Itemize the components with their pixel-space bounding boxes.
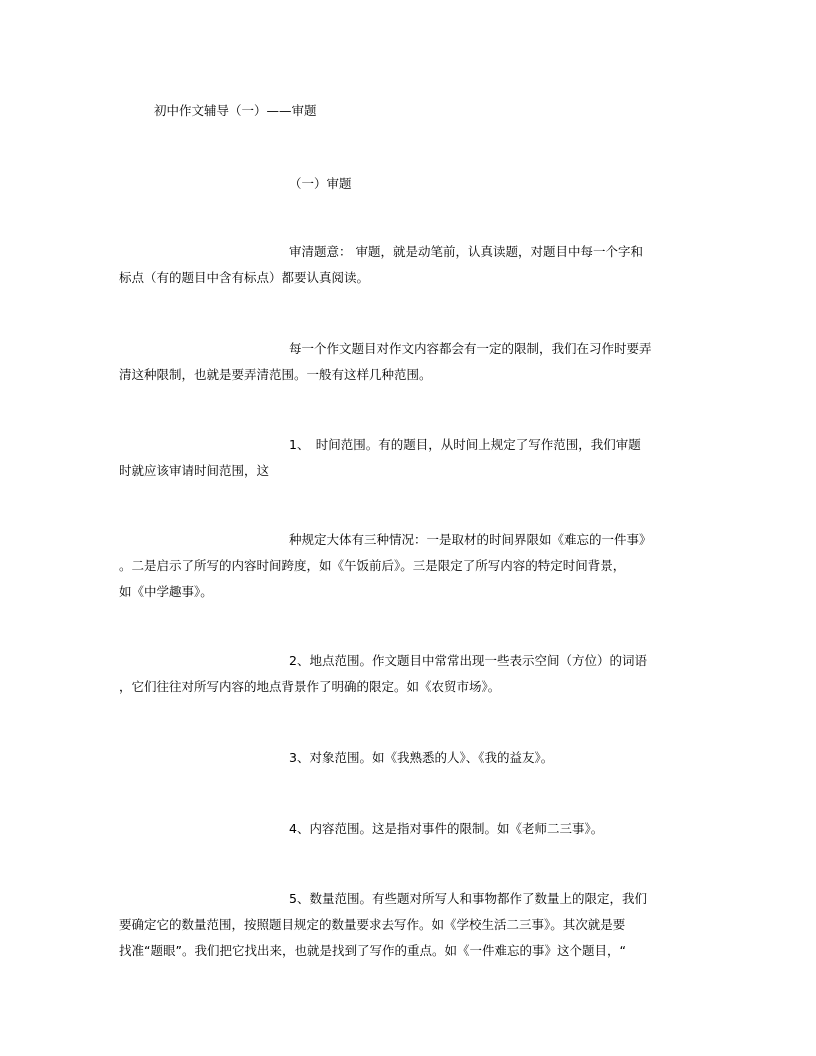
paragraph-time-range <box>119 432 699 484</box>
paragraph-line: 标点（有的题目中含有标点）都要认真阅读。 <box>119 270 370 285</box>
paragraph-line: 清这种限制，也就是要弄清范围。一般有这样几种范围。 <box>119 367 432 382</box>
paragraph-line: 种规定大体有三种情况：一是取材的时间界限如《难忘的一件事》 <box>289 532 652 547</box>
paragraph-line: 5、数量范围。有些题对所写人和事物都作了数量上的限定，我们 <box>289 891 647 906</box>
document-title: 初中作文辅导（一）——审题 <box>154 103 317 118</box>
paragraph-limits <box>119 336 699 388</box>
paragraph-line: 2、地点范围。作文题目中常常出现一些表示空间（方位）的词语 <box>289 653 647 668</box>
paragraph-line: ，它们往往对所写内容的地点背景作了明确的限定。如《农贸市场》。 <box>119 679 501 694</box>
section-heading: （一）审题 <box>289 176 352 191</box>
paragraph-place-range <box>119 648 699 700</box>
paragraph-content-range <box>119 816 699 842</box>
paragraph-line: 3、对象范围。如《我熟悉的人》、《我的益友》。 <box>289 750 554 765</box>
paragraph-line: 每一个作文题目对作文内容都会有一定的限制，我们在习作时要弄 <box>289 341 652 356</box>
paragraph-object-range <box>119 745 699 771</box>
paragraph-line: 时就应该审请时间范围，这 <box>119 463 270 478</box>
paragraph-line: 审清题意： 审题，就是动笔前，认真读题，对题目中每一个字和 <box>289 244 643 259</box>
paragraph-review-meaning <box>119 239 699 291</box>
paragraph-line: 要确定它的数量范围，按照题目规定的数量要求去写作。如《学校生活二三事》。其次就是要 <box>119 917 626 932</box>
paragraph-line: 如《中学趣事》。 <box>119 584 213 599</box>
paragraph-quantity-range <box>119 886 699 964</box>
paragraph-line: 。二是启示了所写的内容时间跨度，如《午饭前后》。三是限定了所写内容的特定时间背景， <box>119 558 626 573</box>
paragraph-time-cases <box>119 527 699 605</box>
paragraph-line: 4、内容范围。这是指对事件的限制。如《老师二三事》。 <box>289 821 604 836</box>
paragraph-line: 找准“题眼”。我们把它找出来，也就是找到了写作的重点。如《一件难忘的事》这个题目，“ <box>119 943 626 958</box>
paragraph-line: 1、 时间范围。有的题目，从时间上规定了写作范围，我们审题 <box>289 437 641 452</box>
